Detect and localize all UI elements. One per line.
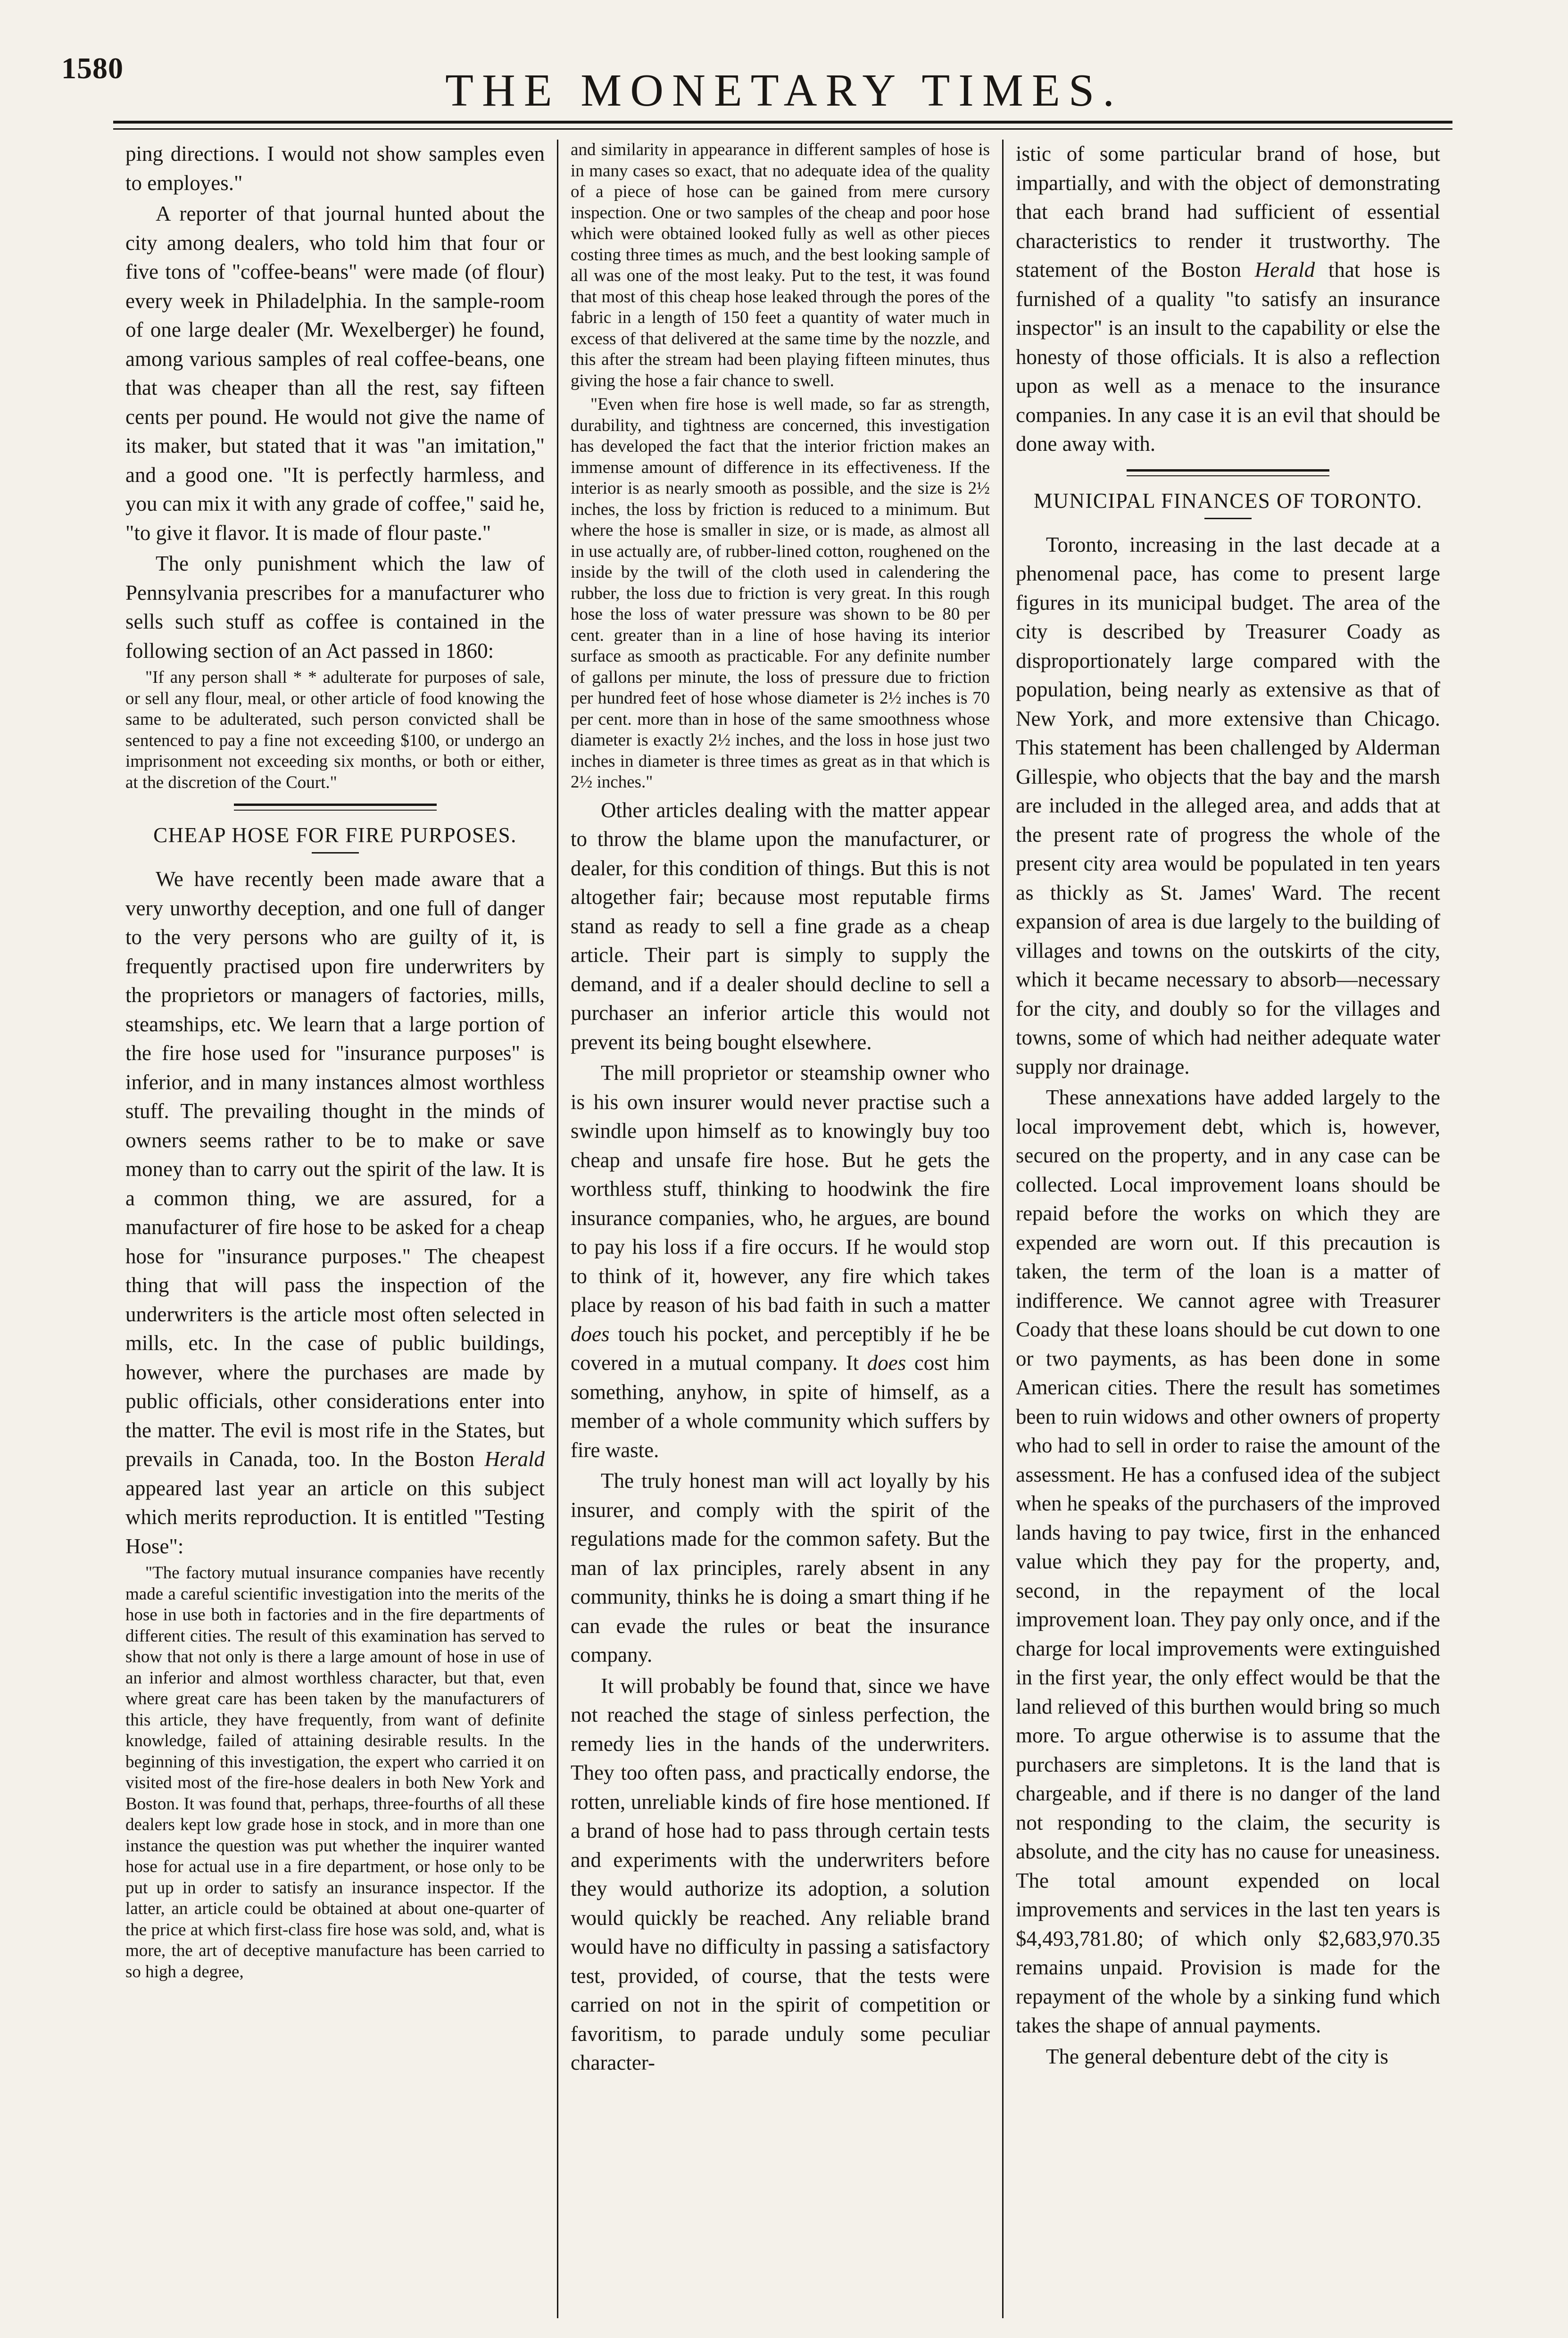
quotation: "The factory mutual insurance companies have recently made a careful scientific investigation into the merits of the hose in use both in factories and in the fire departments of different cities. The result of this examination has served to show that not only is there a large amount of hose in use of an inferior and almost worthless character, but that, even where great care has been taken by the manufacturers of this article, they have frequently, from want of definite knowledge, failed of attaining desirable results. In the beginning of this investigation, the expert who carried it on visited most of the fire-hose dealers in both New York and Boston. It was found that, perhaps, three-fourths of all these dealers kept low grade hose in stock, and in more than one instance the question was put whether the inquirer wanted hose for actual use in a fire department, or hose only to be put up in order to satisfy an insurance inspector. If the latter, an article could be obtained at about one-quarter of the price at which first-class fire hose was sold, and, what is more, the art of deceptive manufacture has been carried to so high a degree, [125, 1563, 545, 1981]
paragraph: The only punishment which the law of Pennsylvania prescribes for a manufacturer who sells such stuff as coffee is contained in the following section of an Act passed in 1860: [125, 552, 545, 663]
paragraph [1016, 140, 1440, 459]
paragraph: Other articles dealing with the matter appear to throw the blame upon the manufacturer, or dealer, for this condition of things. But this is not altogether fair; because most reputable firms stand as ready to sell a fine grade as a cheap article. Their part is simply to supply the demand, and if a dealer should decline to sell a purchaser an inferior article this would not prevent its being bought elsewhere. [571, 798, 990, 1054]
article-heading: MUNICIPAL FINANCES OF TORONTO. [1033, 489, 1423, 513]
quotation: "If any person shall * * adulterate for purposes of sale, or sell any flour, meal, or other article of food knowing the same to be adulterated, such person convicted shall be sentenced to pay a fine not exceeding $100, or undergo an imprisonment not exceeding six months, or both or either, at the discretion of the Court." [125, 668, 545, 792]
text-run: touch his pocket, and perceptibly if he be covered in a mutual company. It [571, 1322, 990, 1375]
article-heading: CHEAP HOSE FOR FIRE PURPOSES. [153, 823, 517, 847]
text-run: that hose is furnished of a quality "to satisfy an insurance inspector" is an insult to the capability or else the honesty of those officials. It is also a reflection upon as well as a menace to the insurance companies. In any case it is an evil that should be done away with. [1016, 258, 1440, 456]
text-run: istic of some particular brand of hose, but impartially, and with the object of demonstrating that each brand had sufficient of essential characteristics to render it trustworthy. The statement of the Boston [1016, 142, 1440, 282]
heading-rule [1204, 518, 1252, 519]
italic-text: does [867, 1351, 906, 1375]
paragraph [571, 1059, 990, 1465]
columns [113, 140, 1452, 2318]
paragraph: Toronto, increasing in the last decade at a phenomenal pace, has come to present large figures in its municipal budget. The area of the city is described by Treasurer Coady as disproportionately large compared with the population, being nearly as extensive as that of New York, and more extensive than Chicago. This statement has been challenged by Alderman Gillespie, who objects that the bay and the marsh are included in the alleged area, and adds that at the present rate of progress the whole of the present city area would be populated in ten years as thickly as St. James' Ward. The recent expansion of area is due largely to the building of villages and towns on the outskirts of the city, which it became necessary to absorb—necessary for the city, and doubly so for the villages and towns, some of which had neither adequate water supply nor drainage. [1016, 532, 1440, 1078]
column-3 [1004, 140, 1452, 2318]
masthead: THE MONETARY TIMES. [445, 65, 1123, 116]
paragraph: A reporter of that journal hunted about the city among dealers, who told him that four or five tons of "coffee-beans" were made (of flour) every week in Philadelphia. In the sample-room of one large dealer (Mr. Wexelberger) he found, among various samples of real coffee-beans, one that was cheaper than all the rest, say fifteen cents per pound. He would not give the name of its maker, but stated that it was "an imitation," and a good one. "It is perfectly harmless, and you can mix it with any grade of coffee," said he, "to give it flavor. It is made of flour paste." [125, 202, 545, 545]
heading-rule [312, 852, 359, 854]
paragraph: The truly honest man will act loyally by his insurer, and comply with the spirit of the regulations made for the common safety. But the man of lax principles, rarely absent in any community, thinks he is doing a smart thing if he can evade the rules or beat the insurance company. [571, 1469, 990, 1666]
section-rule-thin [1127, 475, 1329, 476]
text-run: We have recently been made aware that a very unworthy deception, and one full of danger to the very persons who are guilty of it, is frequently practised upon fire underwriters by the proprietors or managers of factories, mills, steamships, etc. We learn that a large portion of the fire hose used for "insurance purposes" is inferior, and in many instances almost worthless stuff. The prevailing thought in the minds of owners seems rather to be to make or save money than to carry out the spirit of the law. It is a common thing, we are assured, for a manufacturer of fire hose to be asked for a cheap hose for "insurance purposes." The cheapest thing that will pass the inspection of the underwriters is the article most often selected in mills, etc. In the case of public buildings, however, where the purchases are made by public officials, other considerations enter into the matter. The evil is most rife in the States, but prevails in Canada, too. In the Boston [125, 867, 545, 1471]
quotation: "Even when fire hose is well made, so far as strength, durability, and tightness are concerned, this investigation has developed the fact that the interior friction makes an immense amount of difference in its effectiveness. If the interior is as nearly smooth as possible, and the size is 2½ inches, the loss by friction is reduced to a minimum. But where the hose is smaller in size, or is made, as almost all in use actually are, of rubber-lined cotton, roughened on the inside by the twill of the cloth used in calendering the rubber, the loss due to friction is very great. In this rough hose the loss of water pressure was shown to be 80 per cent. greater than in a line of hose having its interior surface as smooth as practicable. For any definite number of gallons per minute, the loss of pressure due to friction per hundred feet of hose whose diameter is 2½ inches is 70 per cent. more than in hose of the same smoothness whose diameter is exactly 2½ inches, and the loss in hose just two inches in diameter is three times as great as in that which is 2½ inches." [571, 395, 990, 792]
italic-text: does [571, 1322, 610, 1346]
column-2 [558, 140, 1004, 2318]
italic-text: Herald [484, 1447, 545, 1471]
text-run: cost him something, anyhow, in spite of himself, as a member of a whole community which suffers by fire waste. [571, 1351, 990, 1462]
paragraph: These annexations have added largely to the local improvement debt, which is, however, secured on the property, and in any case can be collected. Local improvement loans should be repaid before the works on which they are expended are worn out. If this precaution is taken, the term of the loan is a matter of indifference. We cannot agree with Treasurer Coady that these loans should be cut down to one or two payments, as has been done in some American cities. There the result has sometimes been to ruin widows and other owners of property who had to sell in order to raise the amount of the assessment. He has a confused idea of the subject when he speaks of the purchasers of the improved lands having to pay twice, first in the enhanced value which they pay for the property, and, second, in the repayment of the local improvement loan. They pay only once, and if the charge for local improvements were extinguished in the first year, the only effect would be that the land relieved of this burthen would bring so much more. To argue otherwise is to assume that the purchasers are simpletons. It is the land that is chargeable, and if there is no danger of the land not responding to the claim, the security is absolute, and the city has no cause for uneasiness. The total amount expended on local improvements and services in the last ten years is $4,493,781.80; of which only $2,683,970.35 remains unpaid. Provision is made for the repayment of the whole by a sinking fund which takes the shape of annual payments. [1016, 1086, 1440, 2037]
text-run: The mill proprietor or steamship owner who is his own insurer would never practise such a swindle upon himself as to knowingly buy too cheap and unsafe fire hose. But he gets the worthless stuff, thinking to hoodwink the fire insurance companies, who, he argues, are bound to pay his loss if a fire occurs. If he would stop to think of it, however, any fire which takes place by reason of his bad faith in such a matter [571, 1061, 990, 1317]
page-number: 1580 [61, 51, 124, 85]
quotation: and similarity in appearance in different samples of hose is in many cases so exact, that no adequate idea of the quality of a piece of hose can be gained from mere cursory inspection. One or two samples of the cheap and poor hose which were obtained looked fully as well as other pieces costing three times as much, and the best looking sample of all was one of the most leaky. Put to the test, it was found that most of this cheap hose leaked through the pores of the fabric in a length of 150 feet a quantity of water much in excess of that delivered at the same time by the nozzle, and this after the stream had been playing fifteen minutes, thus giving the hose a fair chance to swell. [571, 140, 990, 390]
section-rule [234, 804, 437, 806]
paragraph: The general debenture debt of the city is [1046, 2044, 1388, 2068]
header-rule [113, 121, 1452, 124]
header-rule-thin [113, 128, 1452, 130]
paragraph [125, 865, 545, 1561]
column-1 [113, 140, 558, 2318]
section-rule [1127, 469, 1329, 472]
text-run: appeared last year an article on this subject which merits reproduction. It is entitled "Testing Hose": [125, 1476, 545, 1558]
paragraph: It will probably be found that, since we have not reached the stage of sinless perfection, the remedy lies in the hands of the underwriters. They too often pass, and practically endorse, the rotten, unreliable kinds of fire hose mentioned. If a brand of hose had to pass through certain tests and experiments with the underwriters before they would authorize its adoption, a solution would quickly be reached. Any reliable brand would have no difficulty in passing a satisfactory test, provided, of course, that the tests were carried on not in the spirit of competition or favoritism, to parade unduly some peculiar character- [571, 1674, 990, 2074]
paragraph: ping directions. I would not show samples even to employes." [125, 142, 545, 195]
italic-text: Herald [1254, 258, 1315, 282]
section-rule-thin [234, 810, 437, 811]
